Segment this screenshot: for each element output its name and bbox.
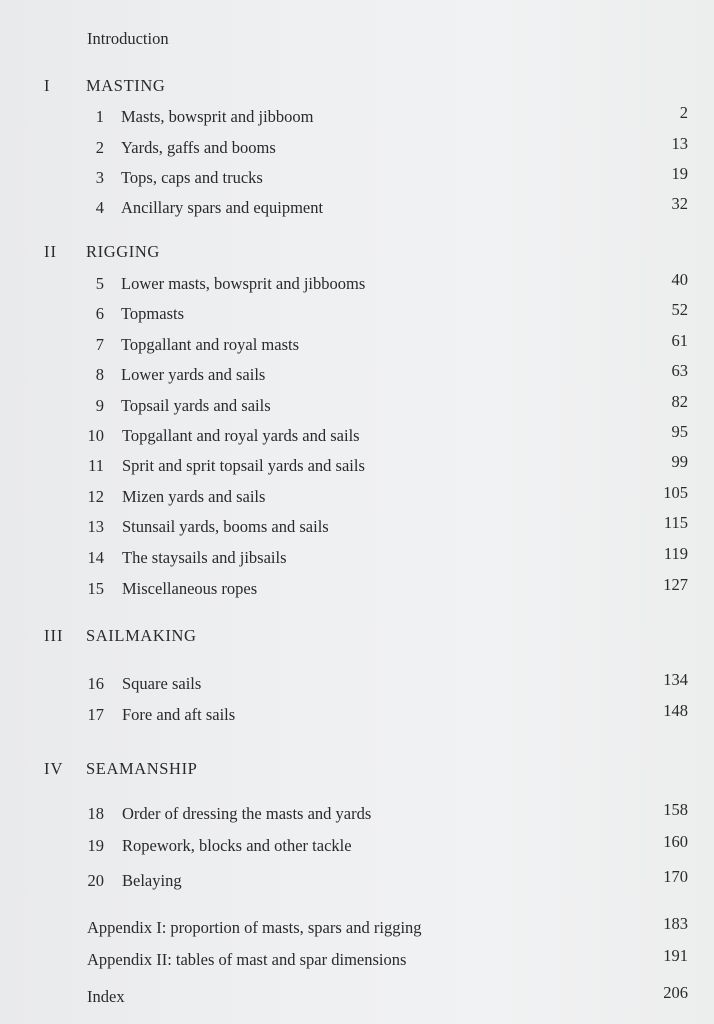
chapter-number: 19: [87, 836, 104, 855]
chapter-number: 3: [95, 168, 104, 187]
page-number: 82: [671, 392, 688, 411]
chapter-number: 1: [95, 107, 104, 126]
chapter-number: 8: [95, 365, 104, 384]
part-heading-rigging: [0, 240, 714, 264]
page-number: 191: [663, 946, 688, 965]
page-number: 19: [671, 164, 688, 183]
part-title: SAILMAKING: [86, 626, 197, 645]
part-heading-masting: [0, 74, 714, 98]
page-number: 158: [663, 800, 688, 819]
toc-entry: [0, 196, 714, 220]
chapter-number: 4: [95, 198, 104, 217]
page-number: 127: [663, 575, 688, 594]
entry-title: Introduction: [87, 29, 169, 48]
toc-entry: [0, 394, 714, 418]
part-title: SEAMANSHIP: [86, 759, 198, 778]
entry-title: Appendix II: tables of mast and spar dimensions: [87, 950, 407, 969]
chapter-number: 15: [87, 579, 104, 598]
toc-entry: [0, 485, 714, 509]
toc-entry: [0, 136, 714, 160]
page-number: 13: [671, 134, 688, 153]
entry-title: Appendix I: proportion of masts, spars and rigging: [87, 918, 422, 937]
page-number: 115: [663, 513, 688, 532]
chapter-title: Ropework, blocks and other tackle: [122, 836, 352, 855]
page-number: 183: [663, 914, 688, 933]
chapter-number: 18: [87, 804, 104, 823]
chapter-title: Stunsail yards, booms and sails: [122, 517, 329, 536]
page-number: 105: [663, 483, 688, 502]
chapter-title: Miscellaneous ropes: [122, 579, 258, 598]
chapter-title: The staysails and jibsails: [122, 548, 287, 567]
chapter-title: Topmasts: [121, 304, 185, 323]
toc-entry-introduction: [0, 27, 714, 51]
chapter-title: Topgallant and royal masts: [121, 335, 300, 354]
page-number: 148: [663, 701, 688, 720]
chapter-number: 17: [87, 705, 104, 724]
chapter-title: Square sails: [122, 674, 202, 693]
page-number: 119: [663, 544, 688, 563]
part-number: I: [44, 76, 51, 95]
chapter-number: 6: [95, 304, 104, 323]
part-number: III: [44, 626, 64, 645]
toc-entry: [0, 515, 714, 539]
part-title: MASTING: [86, 76, 166, 95]
chapter-title: Masts, bowsprit and jibboom: [121, 107, 314, 126]
toc-entry: [0, 546, 714, 570]
chapter-number: 11: [88, 456, 104, 475]
chapter-number: 20: [87, 871, 104, 890]
entry-title: Index: [87, 987, 125, 1006]
chapter-title: Topgallant and royal yards and sails: [122, 426, 360, 445]
toc-entry: [0, 672, 714, 696]
chapter-title: Belaying: [122, 871, 182, 890]
part-heading-sailmaking: [0, 624, 714, 648]
page-number: 52: [671, 300, 688, 319]
page-number: 99: [671, 452, 688, 471]
chapter-title: Order of dressing the masts and yards: [122, 804, 372, 823]
part-heading-seamanship: [0, 757, 714, 781]
chapter-number: 9: [95, 396, 104, 415]
toc-entry-index: [0, 985, 714, 1009]
chapter-title: Fore and aft sails: [122, 705, 236, 724]
toc-entry: [0, 105, 714, 129]
page-number: 206: [663, 983, 688, 1002]
chapter-number: 14: [87, 548, 104, 567]
chapter-number: 16: [87, 674, 104, 693]
toc-entry: [0, 703, 714, 727]
page-number: 61: [671, 331, 688, 350]
page-number: 95: [671, 422, 688, 441]
part-number: IV: [44, 759, 64, 778]
chapter-title: Sprit and sprit topsail yards and sails: [122, 456, 365, 475]
chapter-number: 7: [95, 335, 104, 354]
chapter-number: 5: [95, 274, 104, 293]
toc-entry: [0, 869, 714, 893]
page-number: 170: [663, 867, 688, 886]
toc-entry: [0, 272, 714, 296]
chapter-title: Lower yards and sails: [121, 365, 266, 384]
page-number: 134: [663, 670, 688, 689]
page-number: 63: [671, 361, 688, 380]
toc-entry: [0, 577, 714, 601]
chapter-title: Mizen yards and sails: [122, 487, 266, 506]
page-number: 2: [679, 103, 688, 122]
chapter-number: 2: [95, 138, 104, 157]
chapter-number: 12: [87, 487, 104, 506]
page-number: 160: [663, 832, 688, 851]
page-number: 32: [671, 194, 688, 213]
toc-entry: [0, 363, 714, 387]
toc-entry: [0, 454, 714, 478]
part-number: II: [44, 242, 57, 261]
toc-entry: [0, 302, 714, 326]
chapter-title: Lower masts, bowsprit and jibbooms: [121, 274, 366, 293]
toc-entry: [0, 333, 714, 357]
chapter-title: Yards, gaffs and booms: [121, 138, 276, 157]
chapter-title: Topsail yards and sails: [121, 396, 271, 415]
chapter-number: 10: [87, 426, 104, 445]
toc-entry-appendix-2: [0, 948, 714, 972]
chapter-title: Ancillary spars and equipment: [121, 198, 324, 217]
chapter-title: Tops, caps and trucks: [121, 168, 263, 187]
toc-entry: [0, 424, 714, 448]
part-title: RIGGING: [86, 242, 160, 261]
toc-entry-appendix-1: [0, 916, 714, 940]
toc-entry: [0, 166, 714, 190]
toc-entry: [0, 802, 714, 826]
chapter-number: 13: [87, 517, 104, 536]
page-number: 40: [671, 270, 688, 289]
toc-entry: [0, 834, 714, 858]
